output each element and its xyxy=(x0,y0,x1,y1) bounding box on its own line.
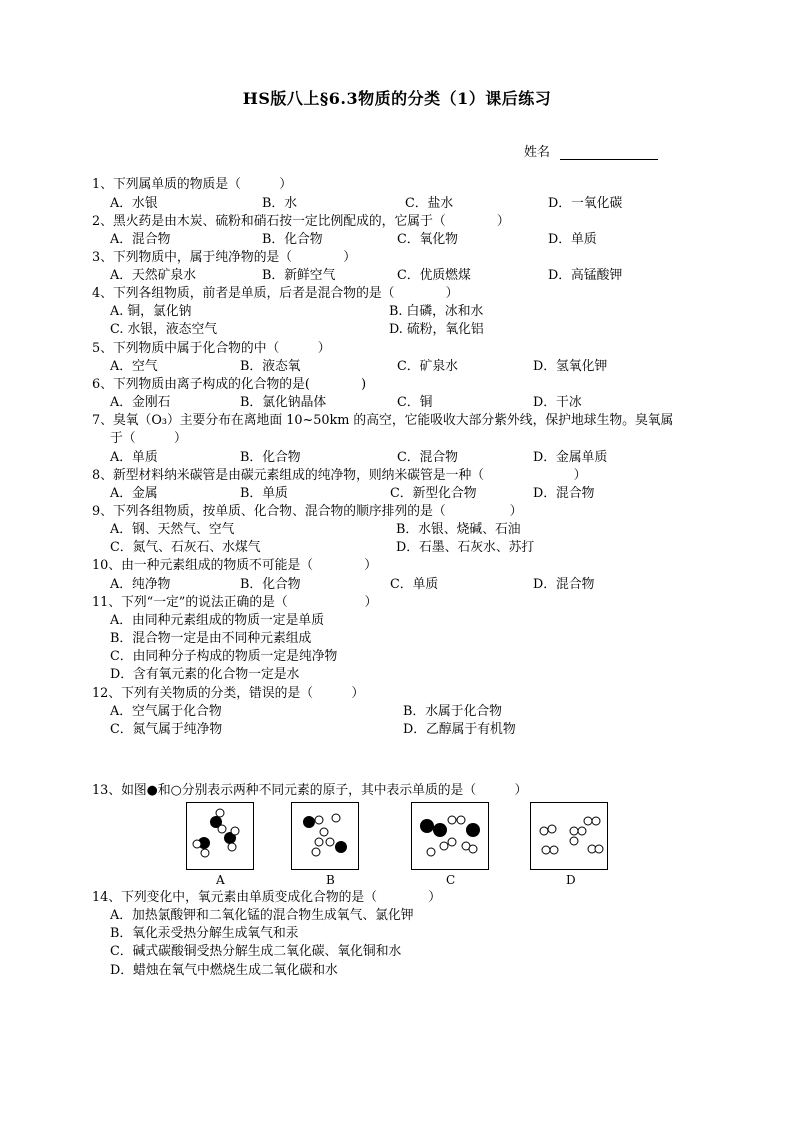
question-14-option-a[interactable]: A．加热氯酸钾和二氧化锰的混合物生成氧气、氯化钾 xyxy=(110,908,414,923)
question-9-option-d[interactable]: D．石墨、石灰水、苏打 xyxy=(396,540,535,555)
question-2-option-d[interactable]: D．单质 xyxy=(548,232,597,247)
question-6-option-d[interactable]: D．干冰 xyxy=(533,395,582,410)
question-14-option-c[interactable]: C．碱式碳酸铜受热分解生成二氧化碳、氧化铜和水 xyxy=(110,944,402,959)
question-8-stem: 8、新型材料纳米碳管是由碳元素组成的纯净物，则纳米碳管是一种（ ） xyxy=(92,468,587,483)
question-7-option-c[interactable]: C．混合物 xyxy=(397,450,458,465)
figure-d-box[interactable] xyxy=(530,802,608,870)
question-9-option-c[interactable]: C．氮气、石灰石、水煤气 xyxy=(110,540,261,555)
question-7-option-d[interactable]: D．金属单质 xyxy=(533,450,608,465)
question-11-option-a[interactable]: A．由同种元素组成的物质一定是单质 xyxy=(110,613,324,628)
question-13-stem: 13、如图●和○分别表示两种不同元素的原子，其中表示单质的是（ ） xyxy=(92,783,528,798)
question-8-option-a[interactable]: A．金属 xyxy=(110,486,158,501)
page-title: HS版八上§6.3物质的分类（1）课后练习 xyxy=(242,89,552,108)
question-14-option-b[interactable]: B．氧化汞受热分解生成氧气和汞 xyxy=(110,926,299,941)
question-11-option-c[interactable]: C．由同种分子构成的物质一定是纯净物 xyxy=(110,649,338,664)
figure-d-label: D xyxy=(566,873,576,887)
figure-c-label: C xyxy=(446,873,456,887)
question-14-stem: 14、下列变化中，氧元素由单质变成化合物的是（ ） xyxy=(92,890,442,905)
question-5-option-d[interactable]: D．氢氧化钾 xyxy=(533,359,608,374)
question-5-stem: 5、下列物质中属于化合物的中（ ） xyxy=(92,341,331,356)
question-10-option-a[interactable]: A．纯净物 xyxy=(110,577,171,592)
question-5-option-c[interactable]: C．矿泉水 xyxy=(397,359,458,374)
question-4-option-d[interactable]: D. 硫粉，氧化铝 xyxy=(389,322,484,337)
question-9-option-a[interactable]: A．钢、天然气、空气 xyxy=(110,522,235,537)
question-9-option-b[interactable]: B．水银、烧碱、石油 xyxy=(396,522,521,537)
question-7-stem: 7、臭氧（O₃）主要分布在离地面 10~50km 的高空，它能吸收大部分紫外线，保护地球生物。臭氧属 xyxy=(92,413,674,428)
question-3-option-c[interactable]: C．优质燃煤 xyxy=(397,268,471,283)
figure-a-label: A xyxy=(216,873,225,887)
question-7-option-b[interactable]: B．化合物 xyxy=(240,450,301,465)
question-1-option-c[interactable]: C．盐水 xyxy=(405,196,454,211)
figure-b-box[interactable] xyxy=(291,802,359,870)
question-6-option-a[interactable]: A．金刚石 xyxy=(110,395,171,410)
question-12-stem: 12、下列有关物质的分类，错误的是（ ） xyxy=(92,686,365,701)
question-2-stem: 2、黑火药是由木炭、硫粉和硝石按一定比例配成的，它属于（ ） xyxy=(92,214,510,229)
question-12-option-a[interactable]: A．空气属于化合物 xyxy=(110,704,222,719)
question-10-option-c[interactable]: C．单质 xyxy=(390,577,439,592)
question-2-option-b[interactable]: B．化合物 xyxy=(262,232,323,247)
name-blank-line[interactable] xyxy=(560,145,658,160)
question-8-option-b[interactable]: B．单质 xyxy=(240,486,288,501)
question-1-option-d[interactable]: D．一氧化碳 xyxy=(548,196,623,211)
question-8-option-d[interactable]: D．混合物 xyxy=(533,486,595,501)
question-11-option-d[interactable]: D．含有氧元素的化合物一定是水 xyxy=(110,667,300,682)
question-12-option-c[interactable]: C．氮气属于纯净物 xyxy=(110,722,223,737)
question-3-option-b[interactable]: B．新鲜空气 xyxy=(262,268,336,283)
question-2-option-a[interactable]: A．混合物 xyxy=(110,232,171,247)
question-11-stem: 11、下列“一定”的说法正确的是（ ） xyxy=(92,595,378,610)
question-3-stem: 3、下列物质中，属于纯净物的是（ ） xyxy=(92,250,357,265)
question-10-stem: 10、由一种元素组成的物质不可能是（ ） xyxy=(92,558,378,573)
question-6-stem: 6、下列物质由离子构成的化合物的是( ) xyxy=(92,377,367,392)
question-2-option-c[interactable]: C．氧化物 xyxy=(397,232,458,247)
figure-a-box[interactable] xyxy=(186,802,254,870)
question-7-stem-continued: 于（ ） xyxy=(110,431,187,446)
question-7-option-a[interactable]: A．单质 xyxy=(110,450,158,465)
question-4-stem: 4、下列各组物质，前者是单质，后者是混合物的是（ ） xyxy=(92,286,459,301)
question-1-option-b[interactable]: B．水 xyxy=(262,196,297,211)
question-6-option-b[interactable]: B．氯化钠晶体 xyxy=(240,395,327,410)
question-8-option-c[interactable]: C．新型化合物 xyxy=(390,486,477,501)
name-field xyxy=(524,141,658,160)
question-4-option-c[interactable]: C. 水银，液态空气 xyxy=(110,322,218,337)
question-3-option-d[interactable]: D．高锰酸钾 xyxy=(548,268,623,283)
question-12-option-b[interactable]: B．水属于化合物 xyxy=(403,704,502,719)
question-5-option-b[interactable]: B．液态氧 xyxy=(240,359,301,374)
question-10-option-d[interactable]: D．混合物 xyxy=(533,577,595,592)
question-14-option-d[interactable]: D．蜡烛在氧气中燃烧生成二氧化碳和水 xyxy=(110,963,338,978)
name-label: 姓名 xyxy=(524,145,551,160)
question-12-option-d[interactable]: D．乙醇属于有机物 xyxy=(403,722,516,737)
question-4-option-a[interactable]: A. 铜，氯化钠 xyxy=(110,304,192,319)
question-6-option-c[interactable]: C．铜 xyxy=(397,395,433,410)
question-11-option-b[interactable]: B．混合物一定是由不同种元素组成 xyxy=(110,631,312,646)
question-9-stem: 9、下列各组物质，按单质、化合物、混合物的顺序排列的是（ ） xyxy=(92,504,523,519)
question-1-stem: 1、下列属单质的物质是（ ） xyxy=(92,177,293,192)
question-3-option-a[interactable]: A．天然矿泉水 xyxy=(110,268,197,283)
question-4-option-b[interactable]: B. 白磷，冰和水 xyxy=(389,304,484,319)
question-5-option-a[interactable]: A．空气 xyxy=(110,359,158,374)
figure-c-box[interactable] xyxy=(411,802,489,870)
figure-b-label: B xyxy=(326,873,335,887)
question-10-option-b[interactable]: B．化合物 xyxy=(240,577,301,592)
question-1-option-a[interactable]: A．水银 xyxy=(110,196,158,211)
